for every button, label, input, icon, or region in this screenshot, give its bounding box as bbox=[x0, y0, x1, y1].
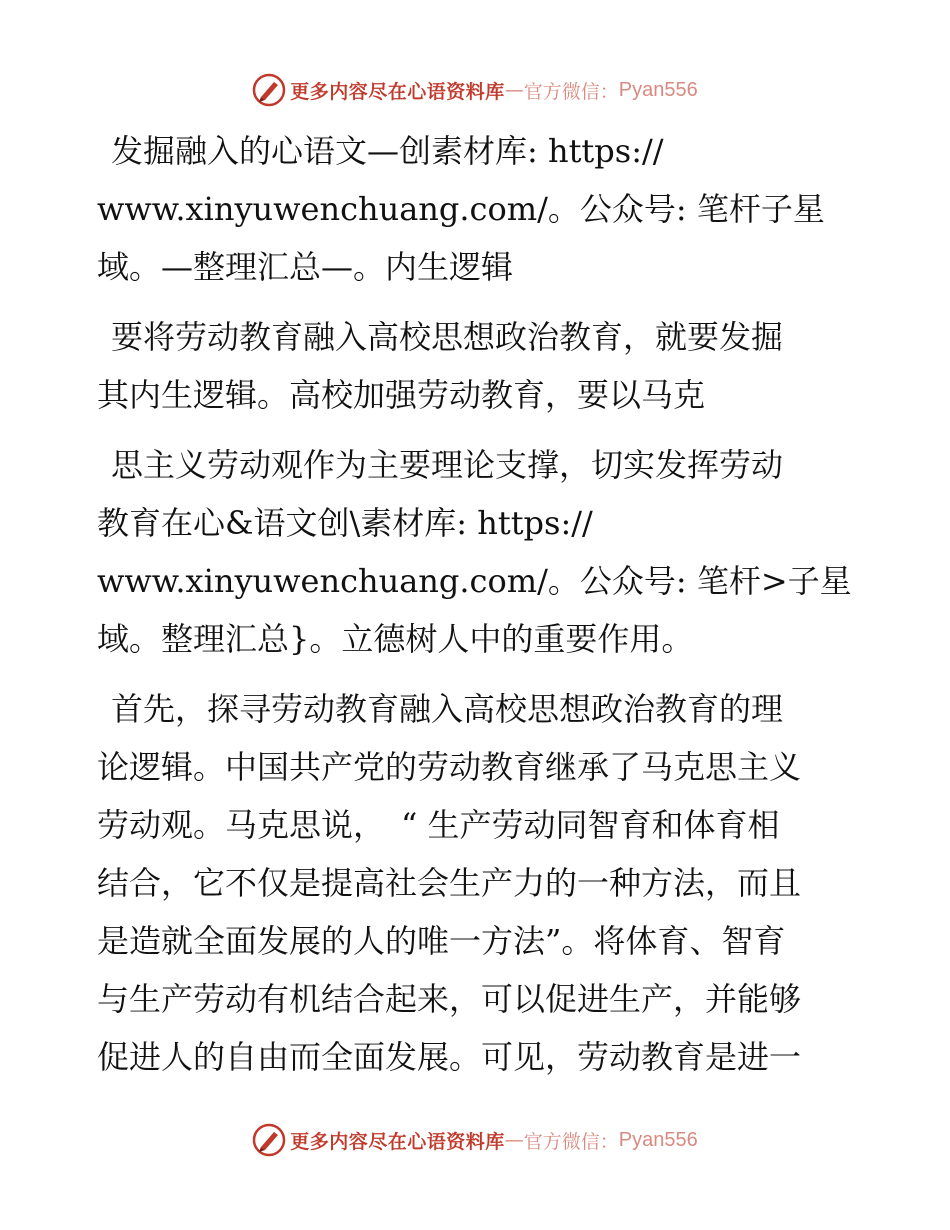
banner-wechat-id: Pyan556 bbox=[618, 1128, 698, 1151]
pen-logo-icon bbox=[252, 73, 286, 107]
footer-banner bbox=[0, 1120, 950, 1160]
text-line: 是造就全面发展的人的唯一方法”。将体育、智育 bbox=[97, 922, 786, 960]
pen-logo-icon bbox=[252, 1123, 286, 1157]
text-line: 教育在心&语文创\素材库: https:// bbox=[97, 504, 593, 542]
banner-main-text: 更多内容尽在心语资料库 bbox=[290, 80, 505, 103]
header-banner bbox=[0, 70, 950, 110]
document-body bbox=[97, 122, 857, 1086]
text-line: 论逻辑。中国共产党的劳动教育继承了马克思主义 bbox=[97, 748, 802, 786]
paragraph bbox=[97, 436, 857, 668]
banner-wechat-label: 官方微信： bbox=[523, 80, 619, 103]
text-line: 结合，它不仅是提高社会生产力的一种方法，而且 bbox=[97, 864, 802, 902]
banner-wechat-id: Pyan556 bbox=[618, 78, 698, 101]
text-line: 劳动观。马克思说， “ 生产劳动同智育和体育相 bbox=[97, 806, 780, 844]
text-line: 其内生逻辑。高校加强劳动教育，要以马克 bbox=[97, 376, 706, 414]
banner-main-text: 更多内容尽在心语资料库 bbox=[290, 1130, 505, 1153]
text-line: 要将劳动教育融入高校思想政治教育，就要发掘 bbox=[111, 318, 784, 356]
text-line: 发掘融入的心语文—创素材库: https:// bbox=[111, 132, 664, 170]
text-line: www.xinyuwenchuang.com/。公众号: 笔杆子星 bbox=[97, 190, 825, 228]
paragraph bbox=[97, 122, 857, 296]
text-line: 与生产劳动有机结合起来，可以促进生产，并能够 bbox=[97, 980, 802, 1018]
paragraph bbox=[97, 308, 857, 424]
text-line: www.xinyuwenchuang.com/。公众号: 笔杆>子星 bbox=[97, 562, 852, 600]
text-line: 域。整理汇总}。立德树人中的重要作用。 bbox=[97, 620, 694, 658]
banner-separator: — bbox=[504, 1129, 524, 1151]
banner-separator: — bbox=[504, 79, 524, 101]
text-line: 思主义劳动观作为主要理论支撑，切实发挥劳动 bbox=[111, 446, 784, 484]
text-line: 首先，探寻劳动教育融入高校思想政治教育的理 bbox=[111, 690, 784, 728]
banner-wechat-label: 官方微信： bbox=[523, 1130, 619, 1153]
paragraph bbox=[97, 680, 857, 1086]
text-line: 域。—整理汇总—。内生逻辑 bbox=[97, 248, 514, 286]
text-line: 促进人的自由而全面发展。可见，劳动教育是进一 bbox=[97, 1038, 802, 1076]
